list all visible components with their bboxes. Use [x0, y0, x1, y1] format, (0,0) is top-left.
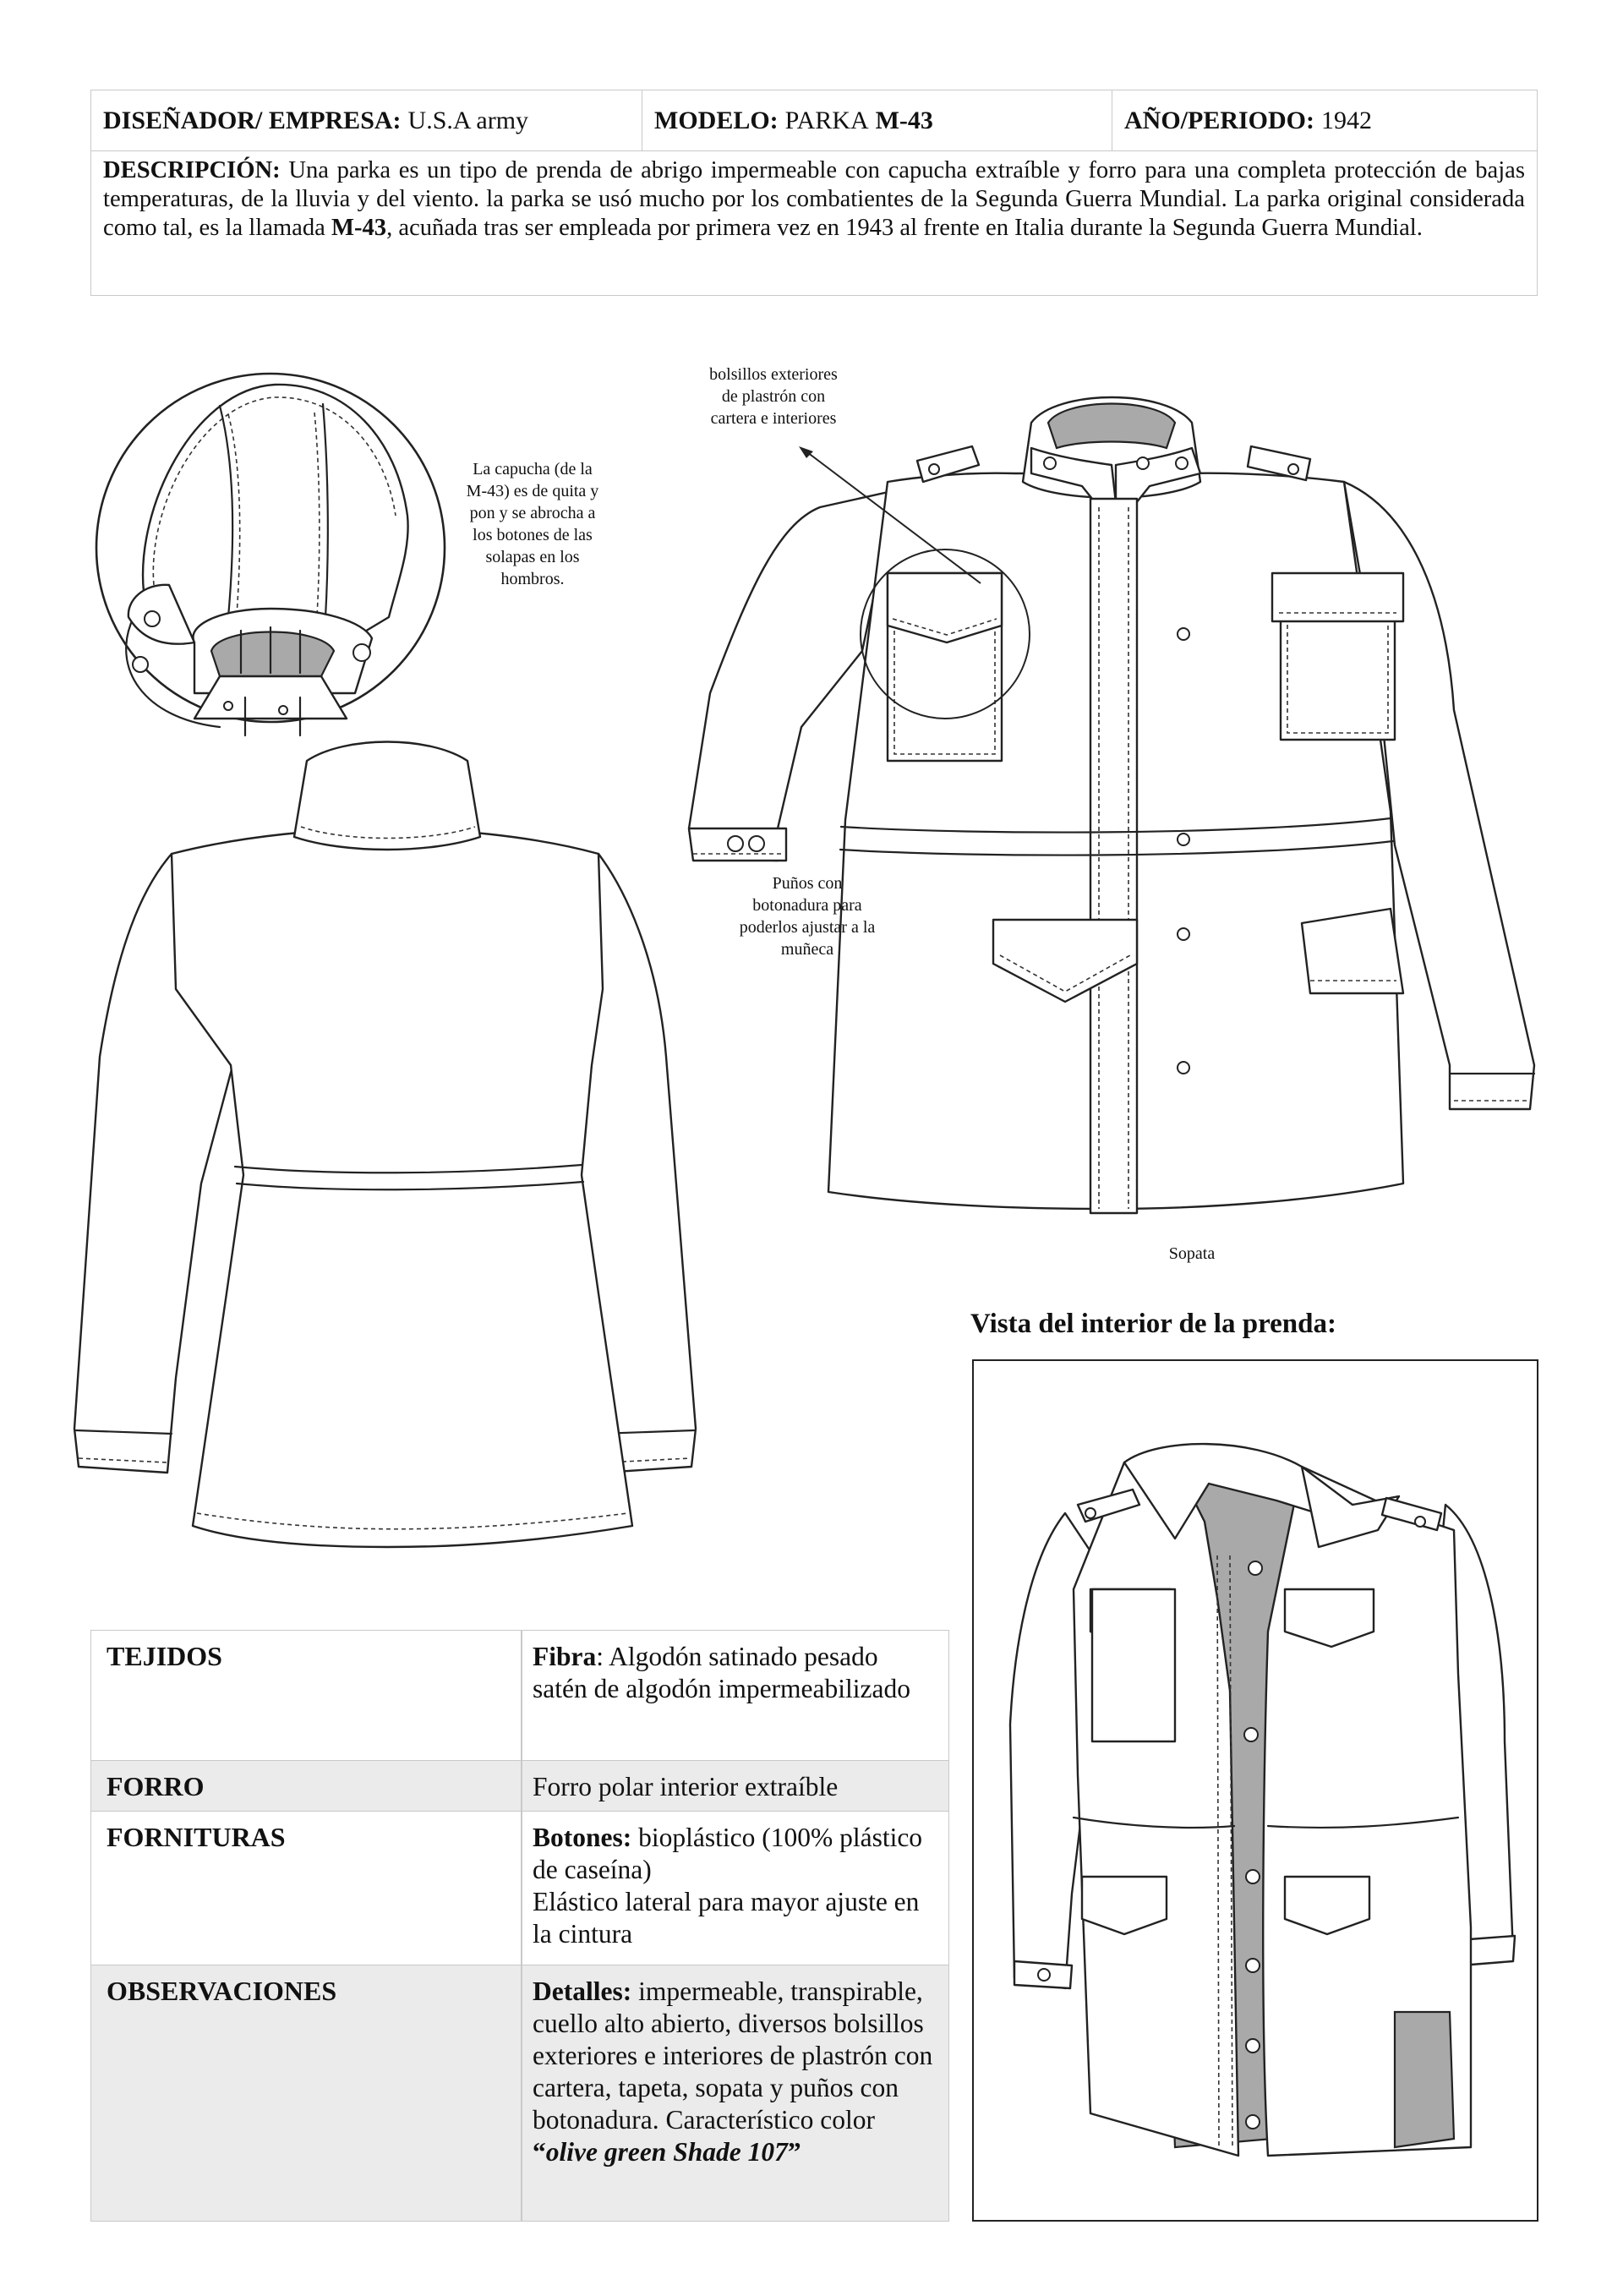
divider [521, 1631, 522, 1760]
hood-callout-line: pon y se abrocha a [469, 504, 596, 522]
pockets-callout-line: cartera e interiores [710, 409, 837, 428]
description-text-bold: M-43 [331, 215, 387, 241]
tejidos-rest: : Algodón satinado pesado satén de algodón impermeabilizado [533, 1642, 910, 1703]
spec-row-tejidos [91, 1631, 948, 1761]
spec-row-observaciones [91, 1965, 948, 2221]
specs-table [90, 1630, 949, 2222]
model-value-bold: M-43 [875, 107, 933, 134]
observaciones-color: olive green Shade 107 [545, 2137, 788, 2167]
forro-value: Forro polar interior extraíble [533, 1772, 839, 1801]
fornituras-line2: Elástico lateral para mayor ajuste en la cintura [533, 1887, 920, 1949]
fornituras-rest: bioplástico (100% plástico de caseína) [533, 1823, 923, 1884]
cuffs-callout-line: botonadura para [752, 896, 862, 915]
fornituras-label: FORNITURAS [107, 1822, 286, 1852]
fornituras-value [533, 1822, 938, 1950]
spec-row-fornituras [91, 1812, 948, 1965]
cuffs-callout [710, 872, 904, 960]
observaciones-label: OBSERVACIONES [107, 1976, 337, 2006]
observaciones-rest: impermeable, transpirable, cuello alto abierto, diversos bolsillos exteriores e interiores de plastrón con cartera, tapeta, sopata y puños con botonadura. Característico color [533, 1976, 933, 2135]
hood-callout-line: M-43) es de quita y [466, 482, 599, 500]
year-value: 1942 [1321, 107, 1372, 134]
hood-detail-illustration [93, 364, 448, 735]
pockets-callout-line: bolsillos exteriores [709, 365, 838, 384]
description-text-1: Una parka es un tipo de prenda de abrigo impermeable con capucha extraíble y forro para una completa protección de bajas temperaturas, de la lluvia y del viento. la parka se usó mucho por los combatientes de la Segunda Guerra Mundial. La parka original considerada como tal, es la llamada [103, 157, 1525, 241]
hood-callout-line: La capucha (de la [473, 460, 593, 478]
interior-title: Vista del interior de la prenda: [970, 1309, 1336, 1339]
hood-callout-line: hombros. [500, 570, 565, 588]
pockets-callout-arrow [795, 440, 997, 609]
divider [521, 1761, 522, 1811]
sopata-callout: Sopata [1168, 1244, 1216, 1263]
hood-callout [448, 458, 617, 590]
hood-callout-line: los botones de las [473, 526, 593, 544]
description-text-2: , acuñada tras ser empleada por primera vez en 1943 al frente en Italia durante la Segunda Guerra Mundial. [386, 215, 1423, 241]
tejidos-value [533, 1641, 938, 1705]
year-label: AÑO/PERIODO: [1124, 107, 1314, 134]
header-row [91, 90, 1537, 151]
fornituras-bold: Botones: [533, 1823, 632, 1852]
front-view-illustration [659, 372, 1555, 1260]
interior-view-illustration [997, 1420, 1522, 2206]
tejidos-label: TEJIDOS [107, 1641, 222, 1671]
designer-value: U.S.A army [407, 107, 529, 134]
tejidos-bold: Fibra [533, 1642, 597, 1671]
description [103, 156, 1525, 243]
cuffs-callout-line: Puños con [772, 874, 843, 893]
description-label: DESCRIPCIÓN: [103, 157, 281, 183]
divider [521, 1812, 522, 1965]
model-cell [642, 90, 1112, 151]
observaciones-quote-close: ” [787, 2137, 801, 2167]
back-view-illustration [74, 735, 700, 1555]
cuffs-callout-line: muñeca [780, 940, 834, 959]
cuffs-callout-line: poderlos ajustar a la [739, 918, 876, 937]
model-value-prefix: PARKA [784, 107, 869, 134]
observaciones-quote-open: “ [533, 2137, 546, 2167]
observaciones-bold: Detalles: [533, 1976, 632, 2006]
spec-row-forro [91, 1761, 948, 1812]
designer-cell [91, 90, 642, 151]
divider [521, 1965, 522, 2221]
designer-label: DISEÑADOR/ EMPRESA: [103, 107, 402, 134]
year-cell [1112, 90, 1538, 151]
hood-callout-line: solapas en los [485, 548, 580, 566]
pockets-callout-line: de plastrón con [721, 387, 826, 406]
model-label: MODELO: [654, 107, 779, 134]
observaciones-value [533, 1976, 938, 2168]
forro-label: FORRO [107, 1771, 205, 1801]
header-table [90, 90, 1538, 296]
